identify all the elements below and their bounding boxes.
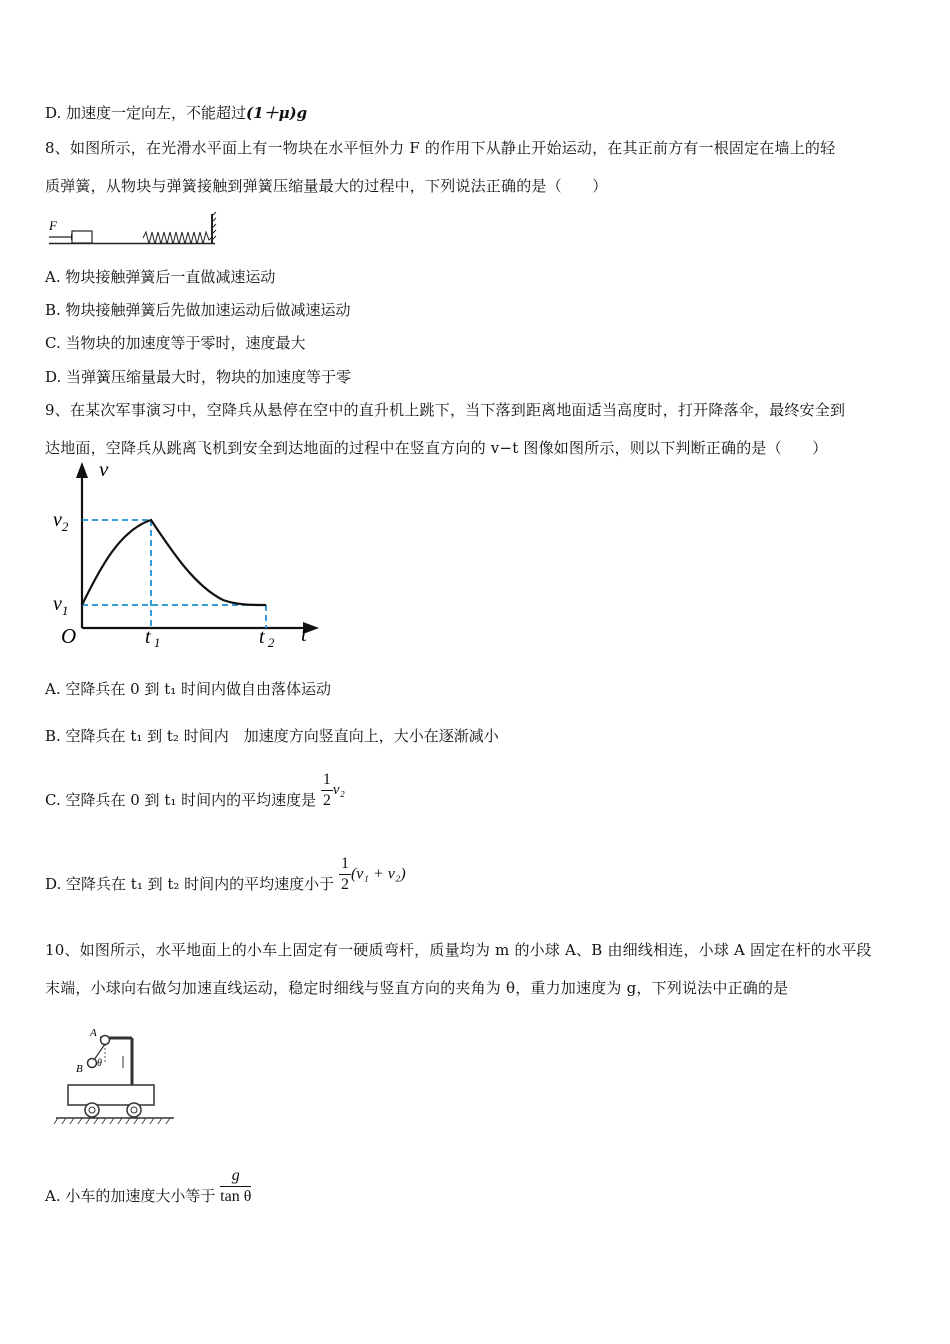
q9-option-d-expr: (v₁ + v₂) bbox=[350, 865, 406, 883]
label-origin: O bbox=[61, 624, 77, 648]
q8-figure-label-f: F bbox=[49, 218, 57, 233]
label-v: v bbox=[99, 458, 109, 481]
label-v2: $v_2$ bbox=[53, 509, 69, 534]
y-axis-arrow bbox=[76, 462, 88, 478]
label-v1: $v_1$ bbox=[53, 593, 69, 618]
q8-option-a: A. 物块接触弹簧后一直做减速运动 bbox=[45, 268, 276, 286]
q7-option-d-text: D. 加速度一定向左，不能超过 bbox=[45, 104, 247, 122]
q9-option-b: B. 空降兵在 t₁ 到 t₂ 时间内 加速度方向竖直向上，大小在逐渐减小 bbox=[45, 727, 499, 745]
q10-figure bbox=[50, 1020, 190, 1130]
q8-option-d: D. 当弹簧压缩量最大时，物块的加速度等于零 bbox=[45, 368, 352, 386]
label-a: A bbox=[90, 1027, 97, 1039]
q9-option-d-text: D. 空降兵在 t₁ 到 t₂ 时间内的平均速度小于 bbox=[45, 875, 335, 893]
q9-option-d bbox=[45, 854, 406, 895]
q10-stem-line1: 10、如图所示，水平地面上的小车上固定有一硬质弯杆，质量均为 m 的小球 A、B 由细线相连，小球 A 固定在杆的水平段 bbox=[45, 941, 872, 959]
q9-option-a: A. 空降兵在 0 到 t₁ 时间内做自由落体运动 bbox=[45, 680, 332, 698]
ball-b bbox=[88, 1059, 97, 1068]
label-theta: θ bbox=[97, 1058, 102, 1069]
q7-option-d-formula: (1＋μ)g bbox=[246, 104, 308, 122]
q10-option-a bbox=[45, 1166, 251, 1207]
q9-stem-line1: 9、在某次军事演习中，空降兵从悬停在空中的直升机上跳下，当下落到距离地面适当高度时，打开降落伞，最终安全到 bbox=[45, 401, 846, 419]
spring bbox=[143, 232, 211, 244]
q9-stem-line2: 达地面，空降兵从跳离飞机到安全到达地面的过程中在竖直方向的 v−t 图像如图所示，则以下判断正确的是（ ） bbox=[45, 439, 828, 457]
q10-stem-line2: 末端，小球向右做匀加速直线运动，稳定时细线与竖直方向的夹角为 θ，重力加速度为 g，下列说法中正确的是 bbox=[45, 979, 789, 997]
q7-option-d bbox=[45, 102, 307, 123]
vt-curve bbox=[82, 520, 266, 605]
ground-hatching bbox=[54, 1118, 170, 1124]
q9-option-d-fraction: $\frac{1}{2}$ bbox=[340, 855, 349, 893]
q8-option-c: C. 当物块的加速度等于零时，速度最大 bbox=[45, 334, 306, 352]
ball-a bbox=[101, 1036, 110, 1045]
label-t2: t $_2$ bbox=[259, 626, 275, 650]
block bbox=[72, 231, 92, 243]
label-b: B bbox=[76, 1063, 83, 1075]
q10-option-a-fraction: $\frac{g}{\text{tan θ}}$ bbox=[220, 1167, 252, 1205]
q9-option-c-text: C. 空降兵在 0 到 t₁ 时间内的平均速度是 bbox=[45, 791, 317, 809]
q9-option-c-fraction: $\frac{1}{2}$ bbox=[322, 771, 331, 809]
q9-option-c bbox=[45, 770, 345, 811]
q9-vt-graph bbox=[45, 458, 335, 658]
label-t1: t $_1$ bbox=[145, 626, 161, 650]
label-t: t bbox=[301, 622, 307, 646]
q8-stem-line1: 8、如图所示，在光滑水平面上有一物块在水平恒外力 F 的作用下从静止开始运动，在其正前方有一根固定在墙上的轻 bbox=[45, 139, 836, 157]
q10-option-a-text: A. 小车的加速度大小等于 bbox=[45, 1187, 216, 1205]
q8-option-b: B. 物块接触弹簧后先做加速运动后做减速运动 bbox=[45, 301, 351, 319]
cart-body bbox=[68, 1085, 154, 1105]
q8-stem-line2: 质弹簧，从物块与弹簧接触到弹簧压缩量最大的过程中，下列说法正确的是（ ） bbox=[45, 177, 608, 195]
q8-figure bbox=[45, 210, 225, 252]
q9-option-c-var: v₂ bbox=[332, 782, 345, 798]
